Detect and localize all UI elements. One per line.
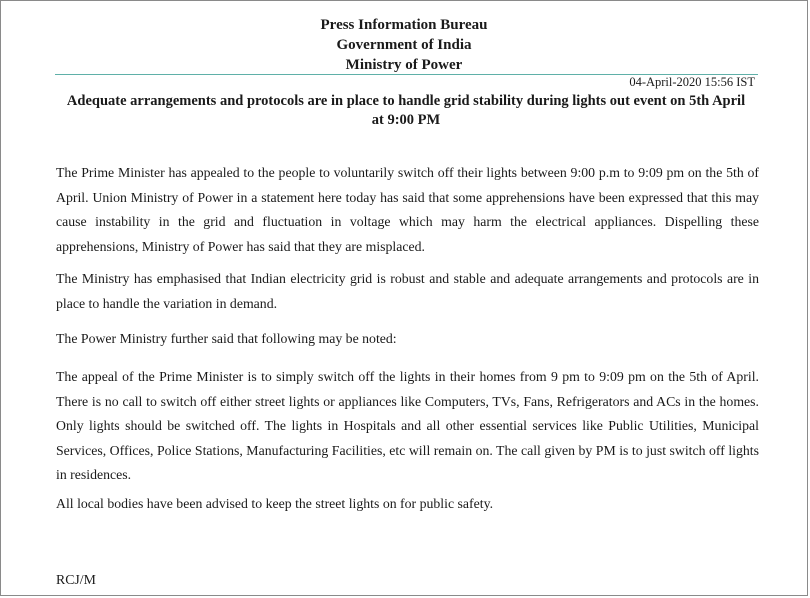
header-ministry: Ministry of Power bbox=[345, 57, 463, 73]
paragraph-3: The Power Ministry further said that following may be noted: bbox=[56, 331, 397, 346]
header-government: Government of India bbox=[336, 37, 472, 53]
header-bureau: Press Information Bureau bbox=[320, 17, 488, 33]
dateline: 04-April-2020 15:56 IST bbox=[629, 75, 755, 89]
paragraph-4: The appeal of the Prime Minister is to simply switch off the lights in their homes from 9 pm to 9:09 pm on the 5th of April. There is no call to switch off either street lights or appliances like Computers, TVs, Fans, Refrigerators and ACs in the homes. Only lights should be switched off. The lights in Hospitals and all other essential services like Public Utilities, Municipal Services, Offices, Police Stations, Manufacturing Facilities, etc will remain on. The call given by PM is to just switch off lights in residences. bbox=[56, 369, 759, 482]
paragraph-5: All local bodies have been advised to keep the street lights on for public safety. bbox=[56, 496, 494, 511]
paragraph-2: The Ministry has emphasised that Indian electricity grid is robust and stable and adequate arrangements and protocols are in place to handle the variation in demand. bbox=[56, 271, 759, 311]
signature-code: RCJ/M bbox=[56, 572, 96, 587]
release-headline: Adequate arrangements and protocols are in place to handle grid stability during lights out event on 5th April at 9:00 PM bbox=[66, 93, 746, 128]
paragraph-1: The Prime Minister has appealed to the people to voluntarily switch off their lights between 9:00 p.m to 9:09 pm on the 5th of April. Union Ministry of Power in a statement here today has said that some apprehensions have been expressed that this may cause instability in the grid and fluctuation in voltage which may harm the electrical appliances. Dispelling these apprehensions, Ministry of Power has said that they are misplaced. bbox=[56, 165, 759, 254]
